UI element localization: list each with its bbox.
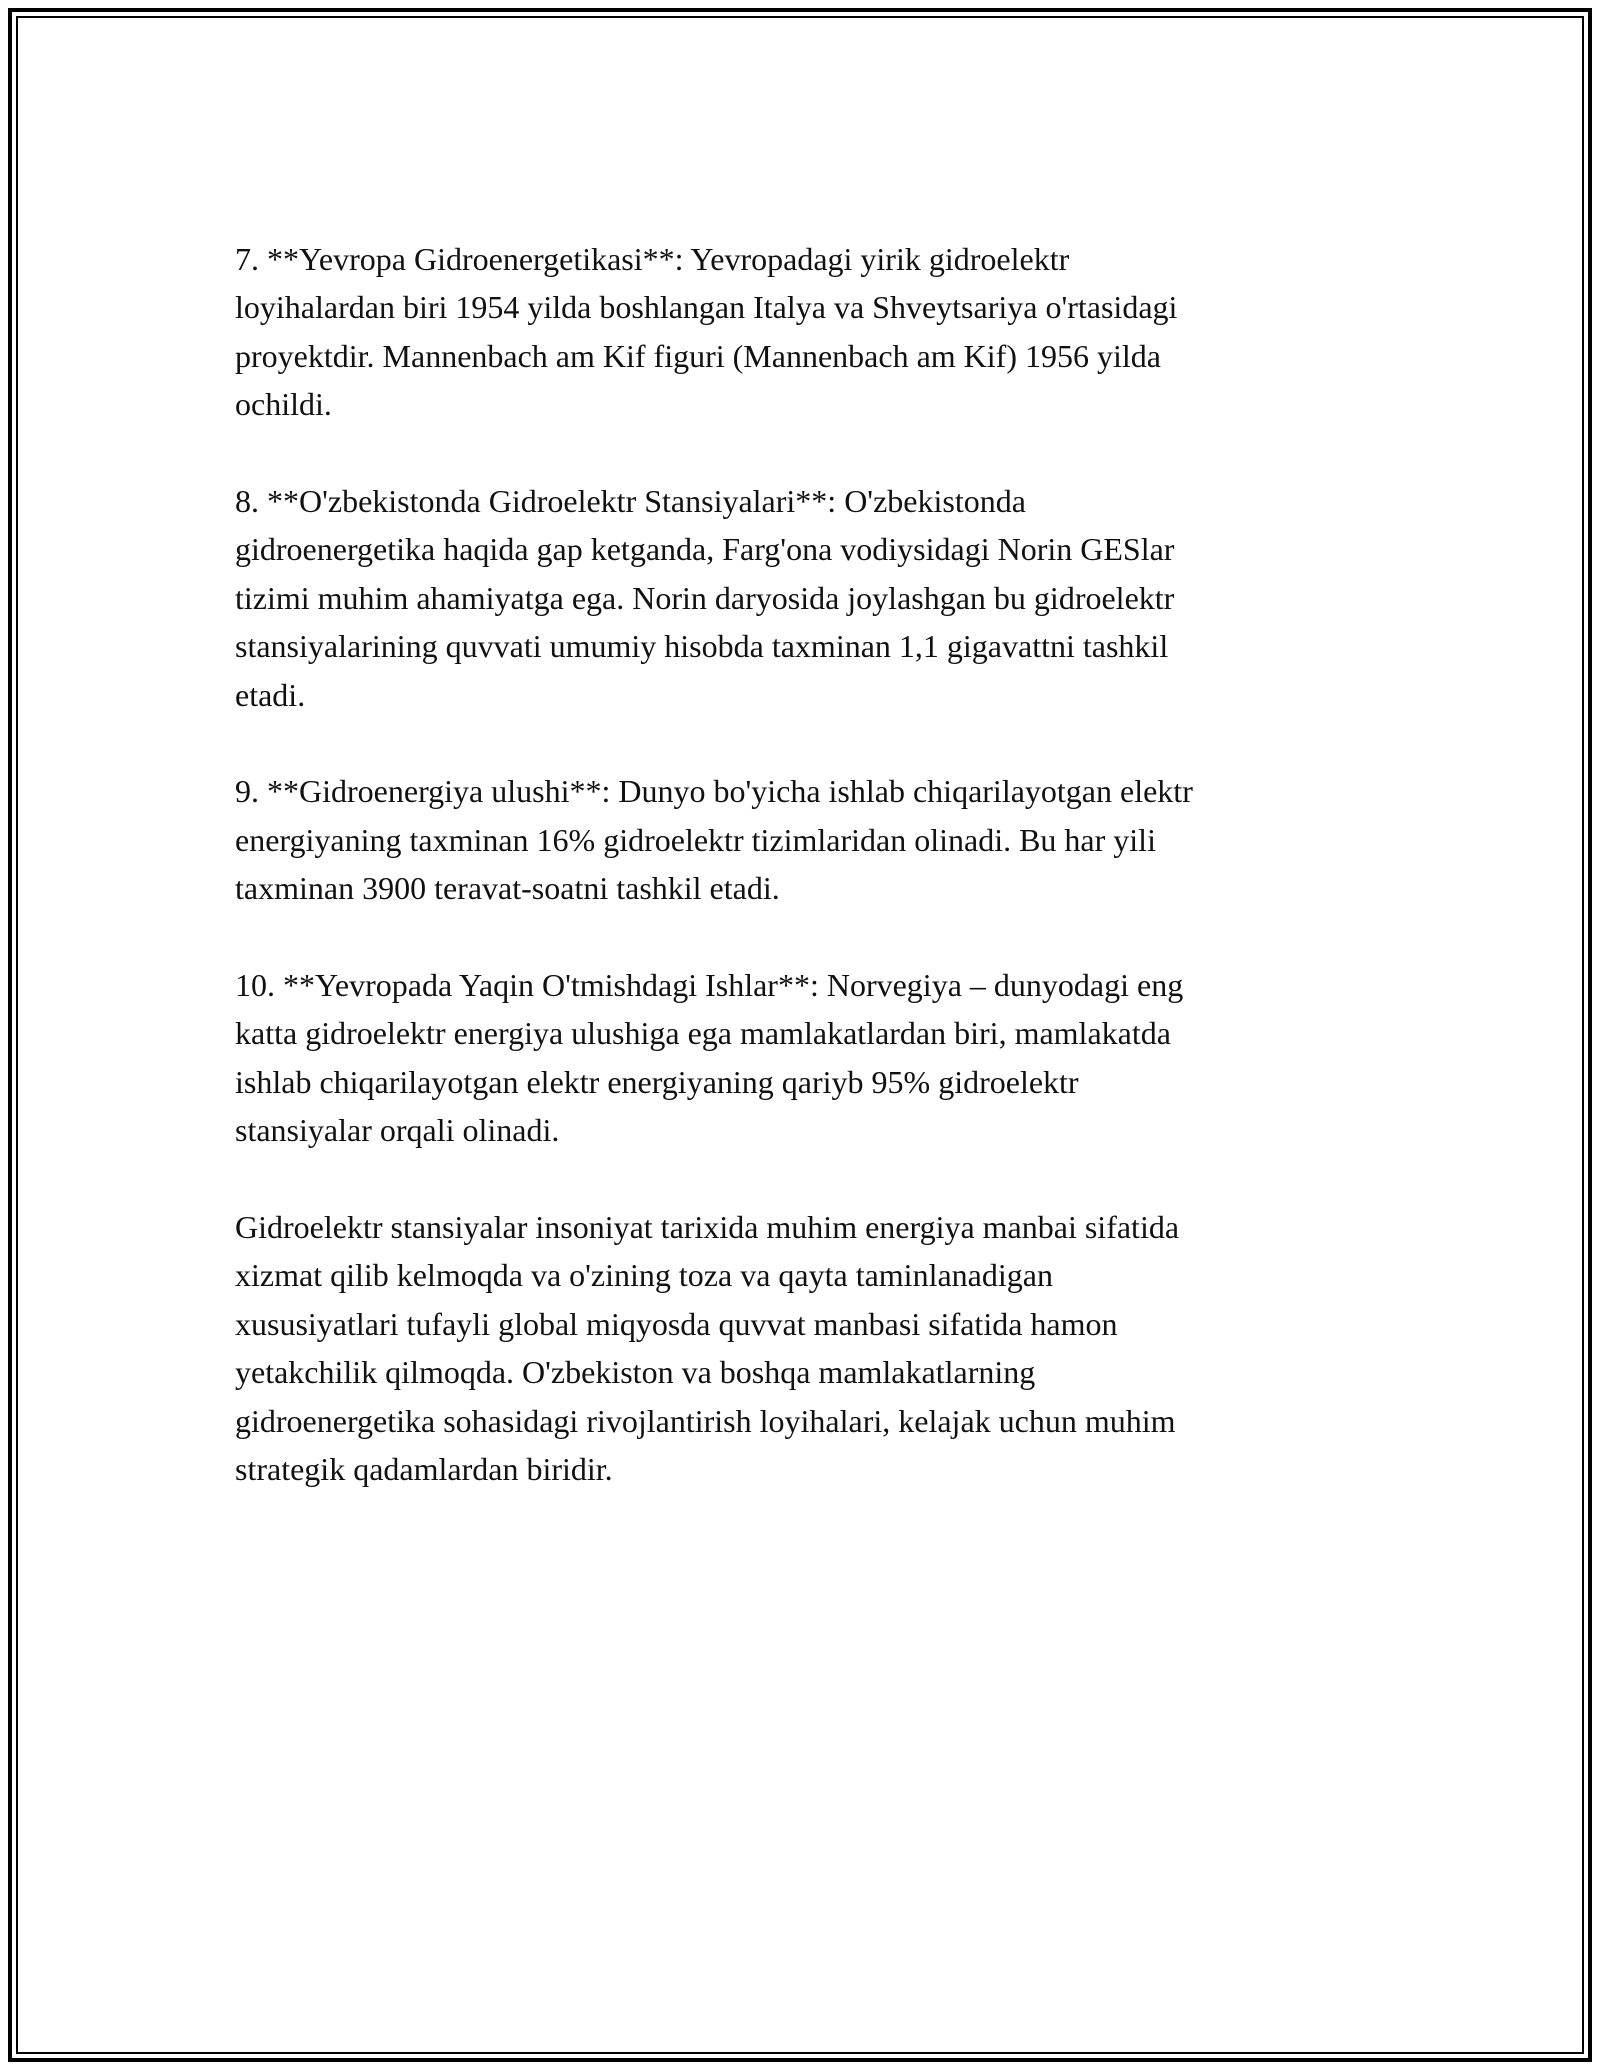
paragraph-item-7: 7. **Yevropa Gidroenergetikasi**: Yevropadagi yirik gidroelektr loyihalardan biri 1954 yilda boshlangan Italya va Shveytsariya o'rtasidagi proyektdir. Mannenbach am Kif figuri (Mannenbach am Kif) 1956 yilda ochildi. (235, 241, 1178, 423)
paragraph-item-10: 10. **Yevropada Yaqin O'tmishdagi Ishlar**: Norvegiya – dunyodagi eng katta gidroelektr energiya ulushiga ega mamlakatlardan biri, mamlakatda ishlab chiqarilayotgan elektr energiyaning qariyb 95% gidroelektr stansiyalar orqali olinadi. (235, 967, 1184, 1149)
paragraph-item-8: 8. **O'zbekistonda Gidroelektr Stansiyalari**: O'zbekistonda gidroenergetika haqida gap ketganda, Farg'ona vodiysidagi Norin GESlar tizimi muhim ahamiyatga ega. Norin daryosida joylashgan bu gidroelektr stansiyalarining quvvati umumiy hisobda taxminan 1,1 gigavattni tashkil etadi. (235, 483, 1175, 713)
paragraph-item-9: 9. **Gidroenergiya ulushi**: Dunyo bo'yicha ishlab chiqarilayotgan elektr energiyaning taxminan 16% gidroelektr tizimlaridan olinadi. Bu har yili taxminan 3900 teravat-soatni tashkil etadi. (235, 773, 1193, 907)
paragraph-conclusion: Gidroelektr stansiyalar insoniyat tarixida muhim energiya manbai sifatida xizmat qilib kelmoqda va o'zining toza va qayta taminlanadigan xususiyatlari tufayli global miqyosda quvvat manbasi sifatida hamon yetakchilik qilmoqda. O'zbekiston va boshqa mamlakatlarning gidroenergetika sohasidagi rivojlantirish loyihalari, kelajak uchun muhim strategik qadamlardan biridir. (235, 1209, 1180, 1488)
document-body (235, 235, 1365, 1542)
